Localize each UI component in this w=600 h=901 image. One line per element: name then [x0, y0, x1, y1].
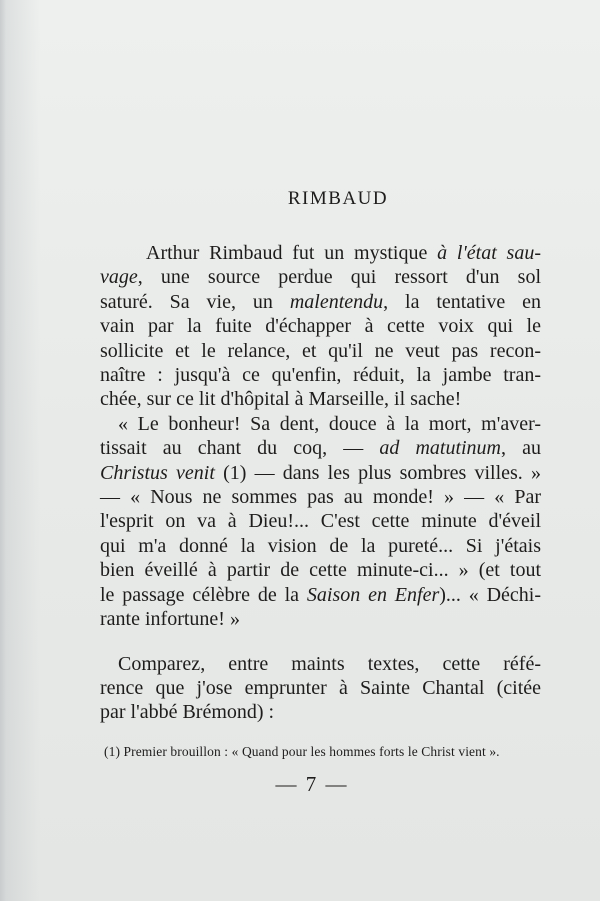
text-line: rante infortune! » — [100, 608, 240, 631]
italic-run: Saison en Enfer — [306, 583, 440, 606]
italic-run: malentendu — [289, 290, 384, 313]
italic-run: Christus venit — [100, 461, 215, 484]
paragraph-gap — [100, 632, 541, 652]
italic-run: vage — [100, 266, 138, 289]
text-line: vain par la fuite d'échapper à cette voix qui le — [100, 315, 541, 338]
text-line: chée, sur ce lit d'hôpital à Marseille, il sache! — [100, 388, 462, 411]
text-line — [100, 461, 541, 485]
text-run: le passage célèbre de la — [100, 583, 307, 606]
text-line: Comparez, entre maints textes, cette réfé- — [118, 652, 541, 675]
text-line: par l'abbé Brémond) : — [100, 701, 275, 724]
text-line: l'esprit on va à Dieu!... C'est cette minute d'éveil — [100, 510, 541, 533]
text-run: (1) — dans les plus sombres villes. » — [214, 461, 541, 484]
text-line: naître : jusqu'à ce qu'enfin, réduit, la jambe tran- — [100, 364, 541, 387]
text-line: rence que j'ose emprunter à Sainte Chantal (citée — [100, 676, 541, 699]
text-line: sollicite et le relance, et qu'il ne veut pas recon- — [100, 339, 541, 362]
text-run: , la tentative en — [383, 290, 542, 313]
page-number: — 7 — — [275, 772, 349, 796]
text-line: qui m'a donné la vision de la pureté... Si j'étais — [100, 534, 541, 557]
text-line — [100, 583, 541, 607]
page-shadow — [0, 0, 6, 901]
text-line: bien éveillé à partir de cette minute-ci... » (et tout — [100, 559, 541, 582]
chapter-title: RIMBAUD — [287, 188, 389, 209]
italic-run: ad matutinum — [379, 437, 502, 460]
text-line: — « Nous ne sommes pas au monde! » — « Par — [100, 486, 541, 509]
text-line — [100, 241, 541, 265]
footnote: (1) Premier brouillon : « Quand pour les hommes forts le Christ vient ». — [104, 744, 500, 759]
italic-run: à l'état sau- — [437, 242, 541, 264]
text-line — [100, 436, 541, 460]
text-run: )... « Déchi- — [439, 583, 541, 606]
body-text — [100, 241, 541, 725]
text-line — [100, 290, 541, 314]
text-line: « Le bonheur! Sa dent, douce à la mort, m'aver- — [118, 412, 541, 435]
text-run: , une source perdue qui ressort d'un sol — [137, 266, 541, 289]
text-run: , au — [501, 437, 541, 460]
text-line — [100, 265, 541, 289]
text-run: saturé. Sa vie, un — [100, 290, 290, 313]
text-run: tissait au chant du coq, — — [100, 437, 380, 460]
text-run: Arthur Rimbaud fut un mystique — [146, 242, 438, 264]
